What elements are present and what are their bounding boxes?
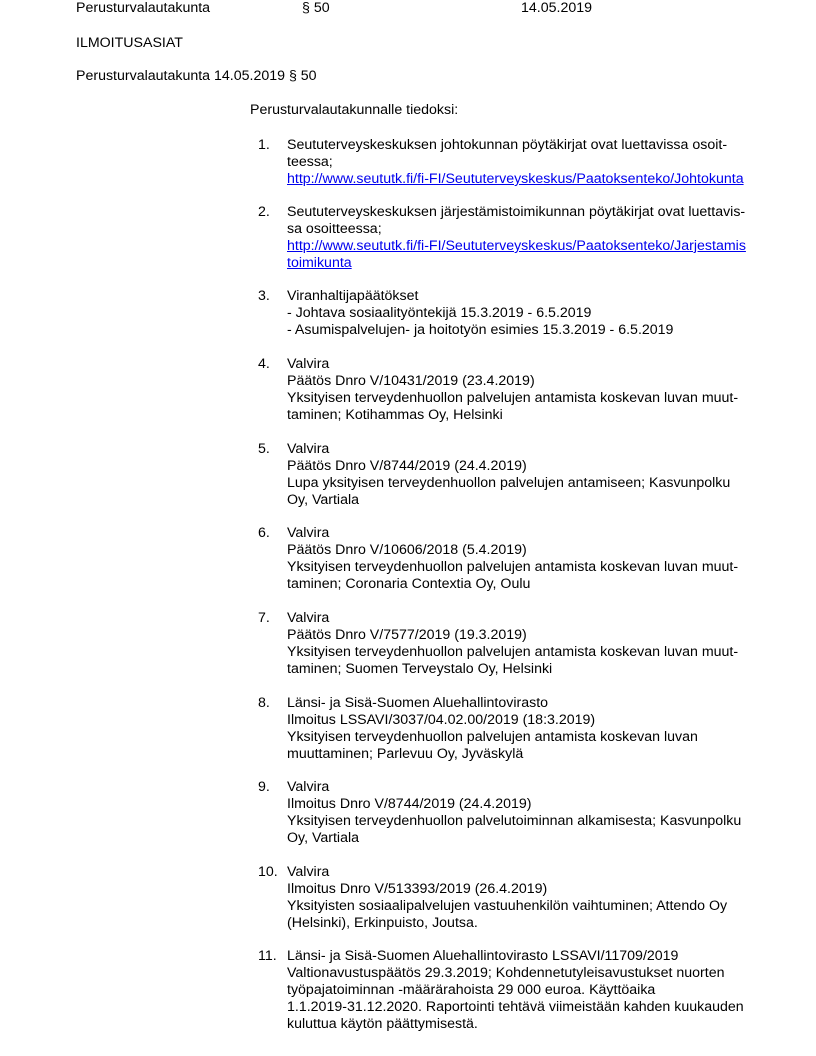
item-body bbox=[287, 864, 777, 932]
item-number: 2. bbox=[258, 204, 270, 220]
item-line: - Johtava sosiaalityöntekijä 15.3.2019 - 6.5.2019 bbox=[287, 305, 592, 321]
item-line: Yksityisen terveydenhuollon palvelujen antamista koskevan luvan muut- bbox=[287, 644, 739, 660]
item-line: Ilmoitus Dnro V/513393/2019 (26.4.2019) bbox=[287, 881, 548, 897]
item-line: Päätös Dnro V/8744/2019 (24.4.2019) bbox=[287, 458, 527, 474]
section-title: ILMOITUSASIAT bbox=[76, 35, 183, 51]
item-number: 1. bbox=[258, 137, 270, 153]
item-line: Oy, Vartiala bbox=[287, 830, 360, 846]
item-line: 1.1.2019-31.12.2020. Raportointi tehtävä viimeistään kahden kuukauden bbox=[287, 999, 744, 1015]
meeting-reference: Perusturvalautakunta 14.05.2019 § 50 bbox=[76, 68, 317, 84]
item-line: Valvira bbox=[287, 441, 330, 457]
item-line: Oy, Vartiala bbox=[287, 492, 360, 508]
item-number: 6. bbox=[258, 525, 270, 541]
item-number: 5. bbox=[258, 441, 270, 457]
paragraph-number: § 50 bbox=[302, 0, 330, 16]
johtokunta-link[interactable]: http://www.seututk.fi/fi-FI/Seututerveyskeskus/Paatoksenteko/Johtokunta bbox=[287, 171, 744, 187]
item-line: työpajatoiminnan -määrärahoista 29 000 euroa. Käyttöaika bbox=[287, 982, 656, 998]
item-number: 4. bbox=[258, 356, 270, 372]
item-line: Yksityisten sosiaalipalvelujen vastuuhenkilön vaihtuminen; Attendo Oy bbox=[287, 898, 728, 914]
item-line: Valvira bbox=[287, 610, 330, 626]
item-line: Viranhaltijapäätökset bbox=[287, 288, 419, 304]
item-body bbox=[287, 948, 777, 1033]
item-body bbox=[287, 610, 777, 678]
item-line: Valvira bbox=[287, 356, 330, 372]
item-number: 8. bbox=[258, 695, 270, 711]
item-body bbox=[287, 204, 777, 272]
item-line: Yksityisen terveydenhuollon palvelujen antamista koskevan luvan bbox=[287, 729, 698, 745]
item-line: Yksityisen terveydenhuollon palvelutoiminnan alkamisesta; Kasvunpolku bbox=[287, 813, 742, 829]
meeting-date: 14.05.2019 bbox=[521, 0, 593, 16]
item-line: Valvira bbox=[287, 525, 330, 541]
item-body bbox=[287, 779, 777, 847]
item-line: kuluttua käytön päättymisestä. bbox=[287, 1016, 478, 1032]
item-body bbox=[287, 695, 777, 763]
item-number: 10. bbox=[258, 864, 278, 880]
item-line: Valtionavustuspäätös 29.3.2019; Kohdennetutyleisavustukset nuorten bbox=[287, 965, 725, 981]
item-line: Seututerveyskeskuksen järjestämistoimikunnan pöytäkirjat ovat luettavis- bbox=[287, 204, 746, 220]
item-body bbox=[287, 525, 777, 593]
item-line: taminen; Kotihammas Oy, Helsinki bbox=[287, 407, 503, 423]
item-body bbox=[287, 441, 777, 509]
item-number: 7. bbox=[258, 610, 270, 626]
item-line: muuttaminen; Parlevuu Oy, Jyväskylä bbox=[287, 746, 524, 762]
item-line: Länsi- ja Sisä-Suomen Aluehallintovirasto bbox=[287, 695, 549, 711]
item-line: Päätös Dnro V/10606/2018 (5.4.2019) bbox=[287, 542, 527, 558]
item-line: sa osoitteessa; bbox=[287, 221, 382, 237]
item-number: 3. bbox=[258, 288, 270, 304]
item-line: Seututerveyskeskuksen johtokunnan pöytäkirjat ovat luettavissa osoit- bbox=[287, 137, 728, 153]
board-name: Perusturvalautakunta bbox=[76, 0, 211, 16]
jarjestamistoimikunta-link[interactable]: http://www.seututk.fi/fi-FI/Seututerveyskeskus/Paatoksenteko/Jarjestamis bbox=[287, 238, 746, 254]
item-line: taminen; Suomen Terveystalo Oy, Helsinki bbox=[287, 661, 553, 677]
item-line: - Asumispalvelujen- ja hoitotyön esimies 15.3.2019 - 6.5.2019 bbox=[287, 322, 674, 338]
item-number: 11. bbox=[258, 948, 277, 964]
item-line: (Helsinki), Erkinpuisto, Joutsa. bbox=[287, 915, 478, 931]
item-line: Päätös Dnro V/7577/2019 (19.3.2019) bbox=[287, 627, 527, 643]
item-body bbox=[287, 288, 777, 339]
item-line: Ilmoitus Dnro V/8744/2019 (24.4.2019) bbox=[287, 796, 532, 812]
item-line: Valvira bbox=[287, 864, 330, 880]
document-header bbox=[0, 0, 816, 18]
item-line: Länsi- ja Sisä-Suomen Aluehallintovirasto LSSAVI/11709/2019 bbox=[287, 948, 679, 964]
item-line: taminen; Coronaria Contextia Oy, Oulu bbox=[287, 576, 531, 592]
intro-text: Perusturvalautakunnalle tiedoksi: bbox=[250, 102, 459, 118]
item-line: Valvira bbox=[287, 779, 330, 795]
item-body bbox=[287, 137, 777, 188]
jarjestamistoimikunta-link-continued[interactable]: toimikunta bbox=[287, 255, 352, 271]
item-line: Ilmoitus LSSAVI/3037/04.02.00/2019 (18:3.2019) bbox=[287, 712, 596, 728]
item-line: teessa; bbox=[287, 154, 333, 170]
item-body bbox=[287, 356, 777, 424]
item-line: Päätös Dnro V/10431/2019 (23.4.2019) bbox=[287, 373, 535, 389]
item-number: 9. bbox=[258, 779, 270, 795]
item-line: Lupa yksityisen terveydenhuollon palvelujen antamiseen; Kasvunpolku bbox=[287, 475, 731, 491]
item-line: Yksityisen terveydenhuollon palvelujen antamista koskevan luvan muut- bbox=[287, 559, 739, 575]
item-line: Yksityisen terveydenhuollon palvelujen antamista koskevan luvan muut- bbox=[287, 390, 739, 406]
